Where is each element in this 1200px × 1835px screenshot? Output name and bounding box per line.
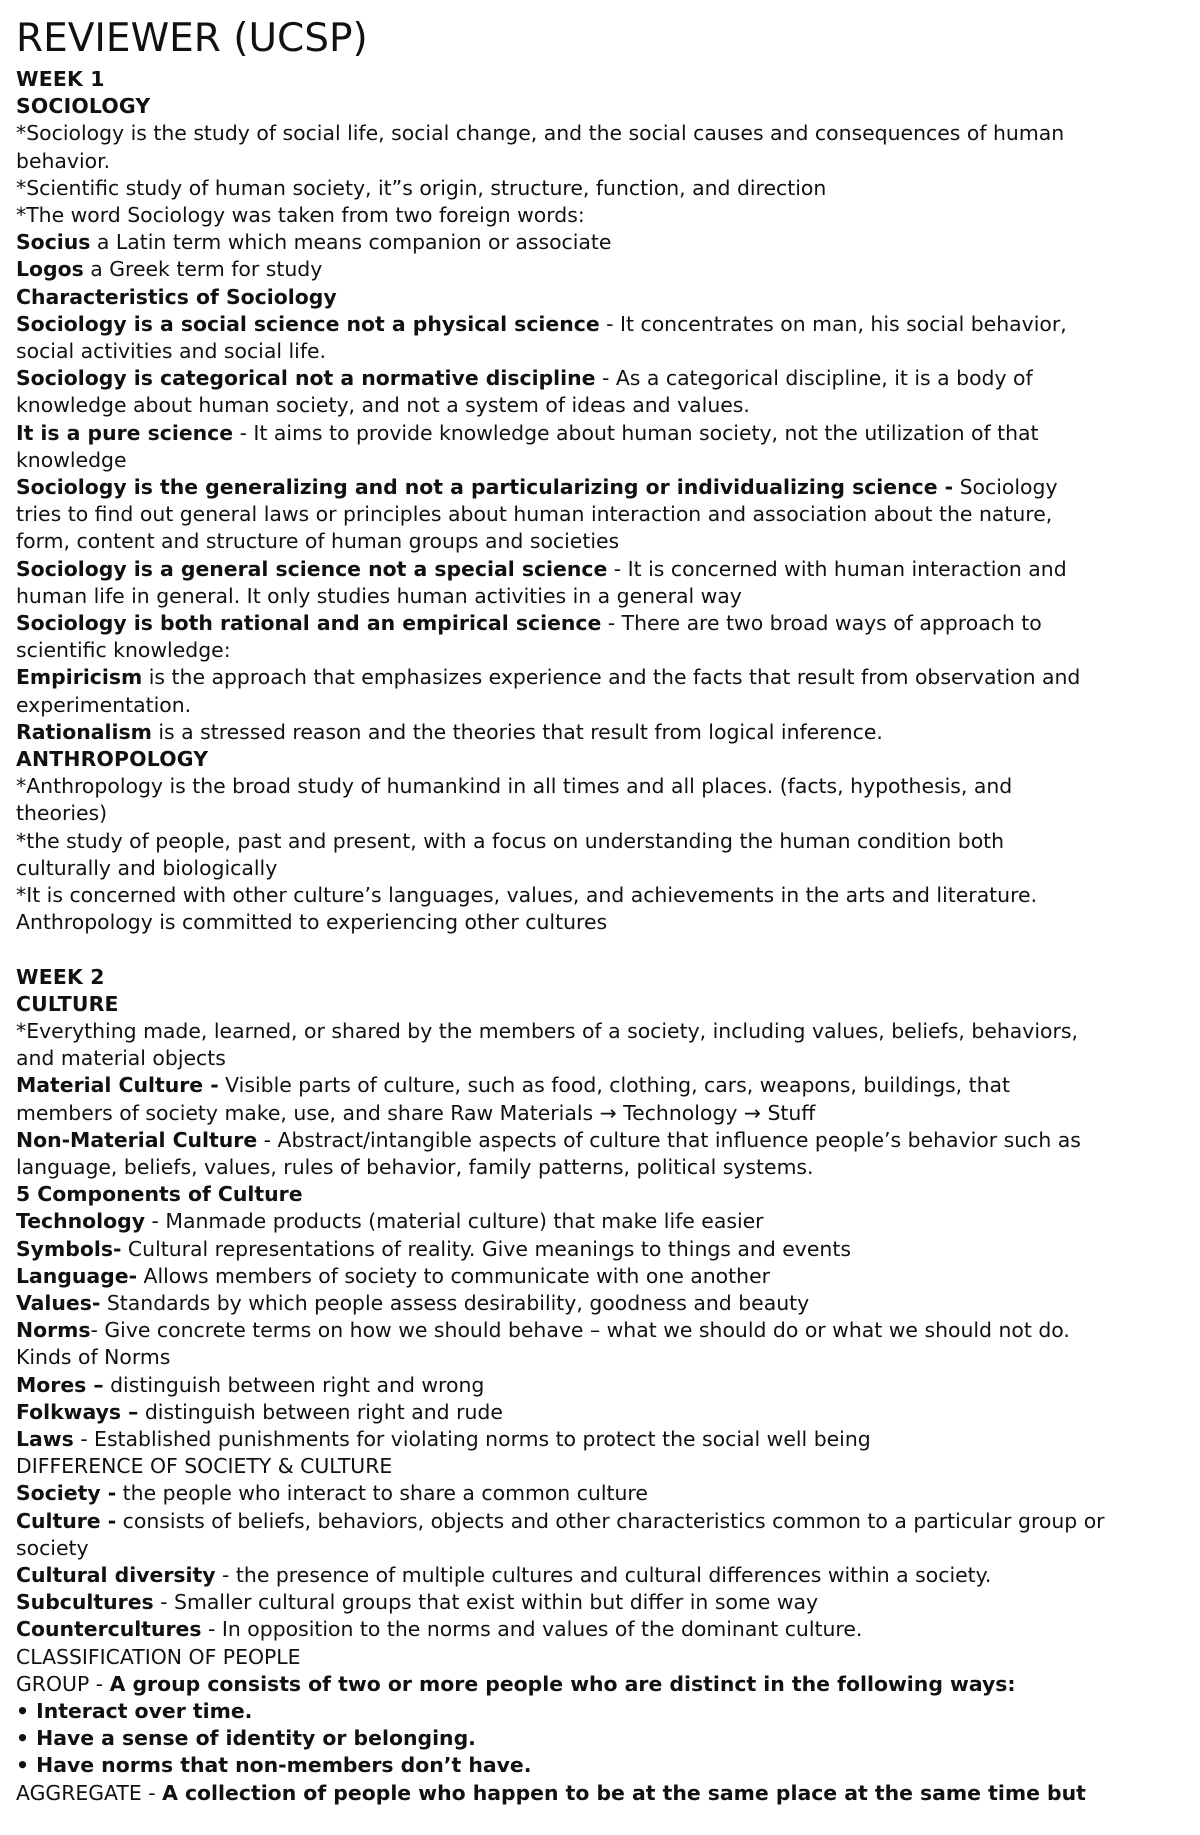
characteristic-def: - There are two broad ways of approach to: [601, 611, 1042, 636]
section-spacer: [16, 937, 1184, 964]
paragraph-line: knowledge about human society, and not a system of ideas and values.: [16, 393, 750, 418]
term-values: Values-: [16, 1290, 101, 1315]
characteristic-def: - It is concerned with human interaction and: [607, 556, 1067, 581]
paragraph-line: human life in general. It only studies human activities in a general way: [16, 583, 742, 608]
def-countercultures: - In opposition to the norms and values of the dominant culture.: [201, 1617, 863, 1642]
def-socius: a Latin term which means companion or associate: [90, 230, 612, 255]
paragraph-line: form, content and structure of human groups and societies: [16, 529, 620, 554]
paragraph-line: tries to find out general laws or principles about human interaction and association about the nature,: [16, 502, 1053, 527]
characteristic-term: Sociology is a general science not a special science: [16, 556, 608, 581]
definition-aggregate: [16, 1780, 1184, 1807]
characteristic-term: Sociology is the generalizing and not a particularizing or individualizing science -: [16, 475, 954, 500]
def-norms: - Give concrete terms on how we should behave – what we should do or what we should not do.: [90, 1318, 1070, 1343]
paragraph-line: *Everything made, learned, or shared by the members of a society, including values, beliefs, behaviors,: [16, 1018, 1078, 1043]
group-definition: A group consists of two or more people who are distinct in the following ways:: [109, 1671, 1016, 1696]
bullet-item: • Interact over time.: [16, 1698, 253, 1723]
definition-cultural-diversity: [16, 1562, 1184, 1589]
term-norms: Norms: [16, 1318, 91, 1343]
def-mores: distinguish between right and wrong: [103, 1372, 485, 1397]
def-laws: - Established punishments for violating norms to protect the social well being: [73, 1426, 871, 1451]
def-rationalism: is a stressed reason and the theories that result from logical inference.: [151, 719, 883, 744]
term-empiricism: Empiricism: [16, 665, 143, 690]
def-symbols: Cultural representations of reality. Give meanings to things and events: [121, 1236, 851, 1261]
paragraph-line: language, beliefs, values, rules of behavior, family patterns, political systems.: [16, 1154, 814, 1179]
paragraph-line: Anthropology is committed to experiencing other cultures: [16, 910, 608, 935]
term-culture: Culture -: [16, 1508, 117, 1533]
paragraph-line: *The word Sociology was taken from two foreign words:: [16, 203, 585, 228]
def-non-material-culture: - Abstract/intangible aspects of culture that influence people’s behavior such as: [257, 1127, 1081, 1152]
definition-values: [16, 1290, 1184, 1317]
characteristic-2: [16, 365, 1184, 392]
paragraph-line: *Sociology is the study of social life, social change, and the social causes and consequences of human: [16, 121, 1065, 146]
def-empiricism: is the approach that emphasizes experience and the facts that result from observation and: [142, 665, 1081, 690]
bullet-item: • Have norms that non-members don’t have.: [16, 1753, 532, 1778]
characteristic-def: - It aims to provide knowledge about human society, not the utilization of that: [233, 420, 1039, 445]
term-material-culture: Material Culture -: [16, 1073, 219, 1098]
def-language: Allows members of society to communicate with one another: [137, 1263, 771, 1288]
term-cultural-diversity: Cultural diversity: [16, 1562, 216, 1587]
week-2-label: WEEK 2: [16, 964, 105, 989]
definition-mores: [16, 1372, 1184, 1399]
definition-society: [16, 1480, 1184, 1507]
characteristics-heading: Characteristics of Sociology: [16, 284, 337, 309]
classification-heading: CLASSIFICATION OF PEOPLE: [16, 1644, 301, 1669]
term-society: Society -: [16, 1481, 117, 1506]
kinds-of-norms: Kinds of Norms: [16, 1345, 171, 1370]
term-socius: Socius: [16, 230, 91, 255]
characteristic-term: Sociology is both rational and an empirical science: [16, 611, 602, 636]
definition-folkways: [16, 1399, 1184, 1426]
characteristic-term: It is a pure science: [16, 420, 234, 445]
definition-symbols: [16, 1236, 1184, 1263]
group-prefix: GROUP -: [16, 1671, 110, 1696]
definition-technology: [16, 1208, 1184, 1235]
definition-language: [16, 1263, 1184, 1290]
definition-logos: [16, 256, 1184, 283]
definition-subcultures: [16, 1589, 1184, 1616]
term-mores: Mores –: [16, 1372, 104, 1397]
term-laws: Laws: [16, 1426, 74, 1451]
term-subcultures: Subcultures: [16, 1590, 154, 1615]
paragraph-line: scientific knowledge:: [16, 638, 231, 663]
def-material-culture: Visible parts of culture, such as food, clothing, cars, weapons, buildings, that: [218, 1073, 1011, 1098]
term-technology: Technology: [16, 1209, 146, 1234]
definition-material-culture: [16, 1072, 1184, 1099]
def-cultural-diversity: - the presence of multiple cultures and cultural differences within a society.: [215, 1562, 992, 1587]
paragraph-line: members of society make, use, and share Raw Materials → Technology → Stuff: [16, 1100, 816, 1125]
week-1-label: WEEK 1: [16, 67, 105, 91]
definition-culture: [16, 1508, 1184, 1535]
characteristic-def: - As a categorical discipline, it is a body of: [595, 366, 1033, 391]
characteristic-term: Sociology is categorical not a normative discipline: [16, 366, 596, 391]
paragraph-line: culturally and biologically: [16, 855, 278, 880]
characteristic-3: [16, 420, 1184, 447]
term-non-material-culture: Non-Material Culture: [16, 1127, 258, 1152]
definition-socius: [16, 229, 1184, 256]
characteristic-4: [16, 474, 1184, 501]
characteristic-5: [16, 556, 1184, 583]
paragraph-line: society: [16, 1535, 89, 1560]
aggregate-prefix: AGGREGATE -: [16, 1780, 163, 1805]
def-subcultures: - Smaller cultural groups that exist within but differ in some way: [153, 1590, 819, 1615]
definition-countercultures: [16, 1616, 1184, 1643]
paragraph-line: *the study of people, past and present, with a focus on understanding the human condition both: [16, 828, 1005, 853]
page-title: REVIEWER (UCSP): [16, 16, 368, 61]
def-society: the people who interact to share a common culture: [116, 1481, 648, 1506]
definition-laws: [16, 1426, 1184, 1453]
term-folkways: Folkways –: [16, 1399, 139, 1424]
paragraph-line: knowledge: [16, 447, 127, 472]
def-technology: - Manmade products (material culture) that make life easier: [145, 1209, 764, 1234]
difference-heading: DIFFERENCE OF SOCIETY & CULTURE: [16, 1454, 393, 1479]
paragraph-line: and material objects: [16, 1046, 226, 1071]
def-values: Standards by which people assess desirability, goodness and beauty: [100, 1290, 810, 1315]
definition-group: [16, 1671, 1184, 1698]
paragraph-line: behavior.: [16, 148, 111, 173]
paragraph-line: *It is concerned with other culture’s languages, values, and achievements in the arts and literature.: [16, 883, 1038, 908]
paragraph-line: *Scientific study of human society, it”s origin, structure, function, and direction: [16, 175, 827, 200]
def-logos: a Greek term for study: [83, 257, 323, 282]
term-logos: Logos: [16, 257, 84, 282]
sociology-heading: SOCIOLOGY: [16, 94, 151, 119]
definition-non-material-culture: [16, 1127, 1184, 1154]
def-culture: consists of beliefs, behaviors, objects and other characteristics common to a particular group or: [116, 1508, 1105, 1533]
definition-norms: [16, 1317, 1184, 1344]
components-heading: 5 Components of Culture: [16, 1182, 303, 1207]
paragraph-line: experimentation.: [16, 692, 192, 717]
bullet-item: • Have a sense of identity or belonging.: [16, 1726, 476, 1751]
culture-heading: CULTURE: [16, 991, 119, 1016]
term-rationalism: Rationalism: [16, 719, 152, 744]
anthropology-heading: ANTHROPOLOGY: [16, 747, 209, 772]
characteristic-def: - It concentrates on man, his social behavior,: [599, 311, 1067, 336]
paragraph-line: social activities and social life.: [16, 339, 327, 364]
characteristic-term: Sociology is a social science not a physical science: [16, 311, 600, 336]
characteristic-def: Sociology: [953, 475, 1058, 500]
term-language: Language-: [16, 1263, 138, 1288]
characteristic-1: [16, 311, 1184, 338]
aggregate-definition: A collection of people who happen to be at the same place at the same time but: [162, 1780, 1086, 1805]
def-folkways: distinguish between right and rude: [138, 1399, 503, 1424]
paragraph-line: *Anthropology is the broad study of humankind in all times and all places. (facts, hypothesis, and: [16, 774, 1013, 799]
term-countercultures: Countercultures: [16, 1617, 202, 1642]
definition-empiricism: [16, 664, 1184, 691]
definition-rationalism: [16, 719, 1184, 746]
paragraph-line: theories): [16, 801, 108, 826]
term-symbols: Symbols-: [16, 1236, 122, 1261]
characteristic-6: [16, 610, 1184, 637]
